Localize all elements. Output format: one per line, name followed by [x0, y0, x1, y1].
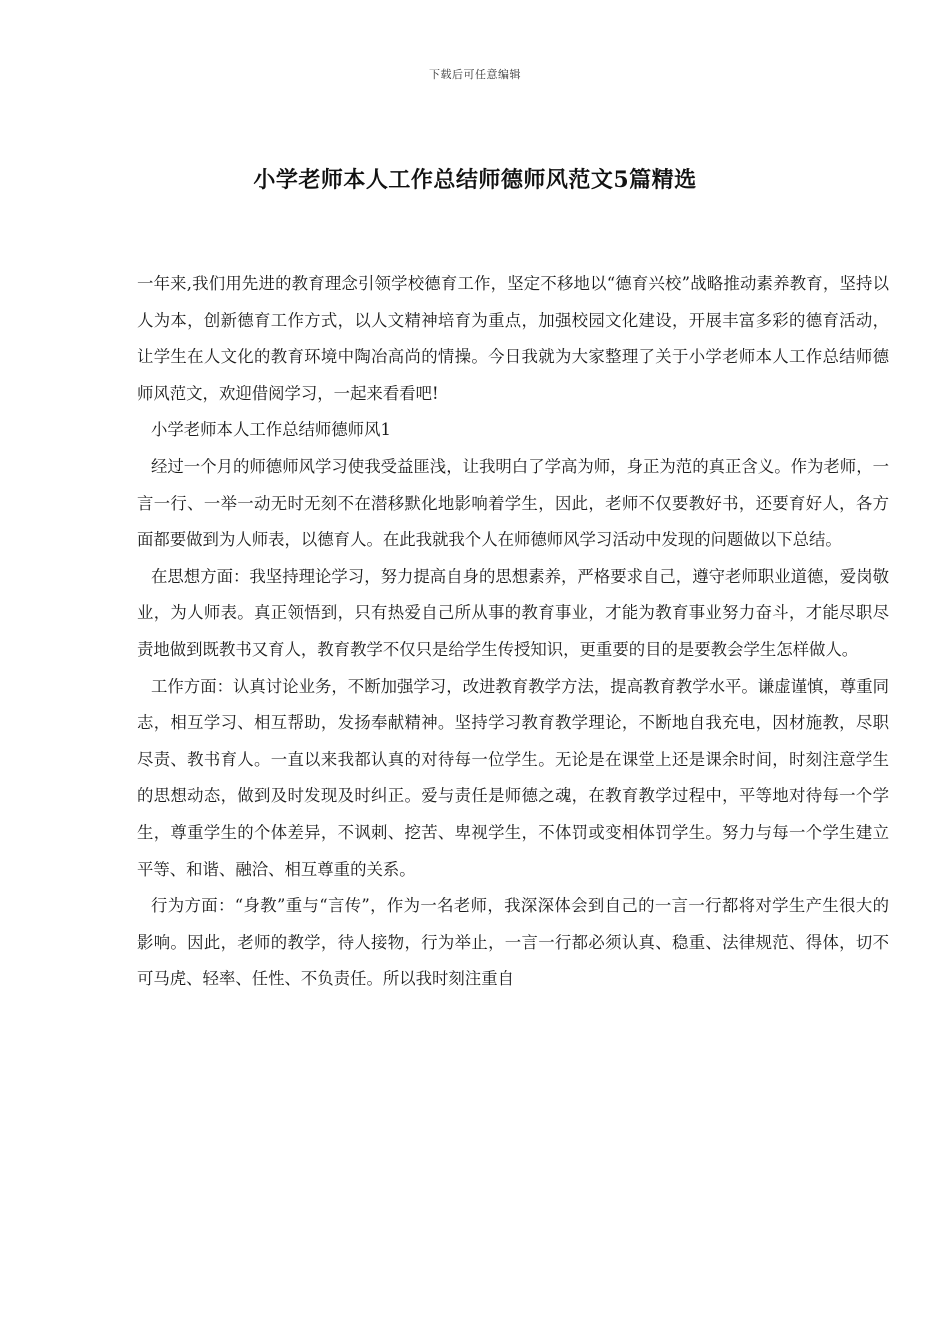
body-paragraph: 行为方面：“身教”重与“言传”，作为一名老师，我深深体会到自己的一言一行都将对学生产生很大的影响。因此，老师的教学，待人接物，行为举止，一言一行都必须认真、稳重、法律规范、得体，切不可马虎、轻率、任性、不负责任。所以我时刻注重自 — [137, 896, 889, 989]
section-heading: 小学老师本人工作总结师德师风1 — [151, 420, 391, 440]
body-paragraph: 经过一个月的师德师风学习使我受益匪浅，让我明白了学高为师，身正为范的真正含义。作为老师，一言一行、一举一动无时无刻不在潜移默化地影响着学生，因此，老师不仅要教好书，还要育好人，各方面都要做到为人师表，以德育人。在此我就我个人在师德师风学习活动中发现的问题做以下总结。 — [137, 456, 889, 550]
document-body — [137, 266, 889, 998]
body-paragraph: 在思想方面：我坚持理论学习，努力提高自身的思想素养，严格要求自己，遵守老师职业道德，爱岗敬业，为人师表。真正领悟到，只有热爱自己所从事的教育事业，才能为教育事业努力奋斗，才能尽职尽责地做到既教书又育人，教育教学不仅只是给学生传授知识，更重要的目的是要教会学生怎样做人。 — [137, 566, 889, 659]
intro-paragraph: 一年来,我们用先进的教育理念引领学校德育工作，坚定不移地以“德育兴校”战略推动素养教育，坚持以人为本，创新德育工作方式，以人文精神培育为重点，加强校园文化建设，开展丰富多彩的德育活动，让学生在人文化的教育环境中陶冶高尚的情操。今日我就为大家整理了关于小学老师本人工作总结师德师风范文，欢迎借阅学习，一起来看看吧! — [137, 274, 889, 403]
body-paragraph: 工作方面：认真讨论业务，不断加强学习，改进教育教学方法，提高教育教学水平。谦虚谨慎，尊重同志，相互学习、相互帮助，发扬奉献精神。坚持学习教育教学理论，不断地自我充电，因材施教，尽职尽责、教书育人。一直以来我都认真的对待每一位学生。无论是在课堂上还是课余时间，时刻注意学生的思想动态，做到及时发现及时纠正。爱与责任是师德之魂，在教育教学过程中，平等地对待每一个学生，尊重学生的个体差异，不讽刺、挖苦、卑视学生，不体罚或变相体罚学生。努力与每一个学生建立平等、和谐、融洽、相互尊重的关系。 — [137, 676, 889, 879]
document-title: 小学老师本人工作总结师德师风范文5篇精选 — [253, 167, 697, 193]
header-note: 下载后可任意编辑 — [429, 68, 521, 81]
